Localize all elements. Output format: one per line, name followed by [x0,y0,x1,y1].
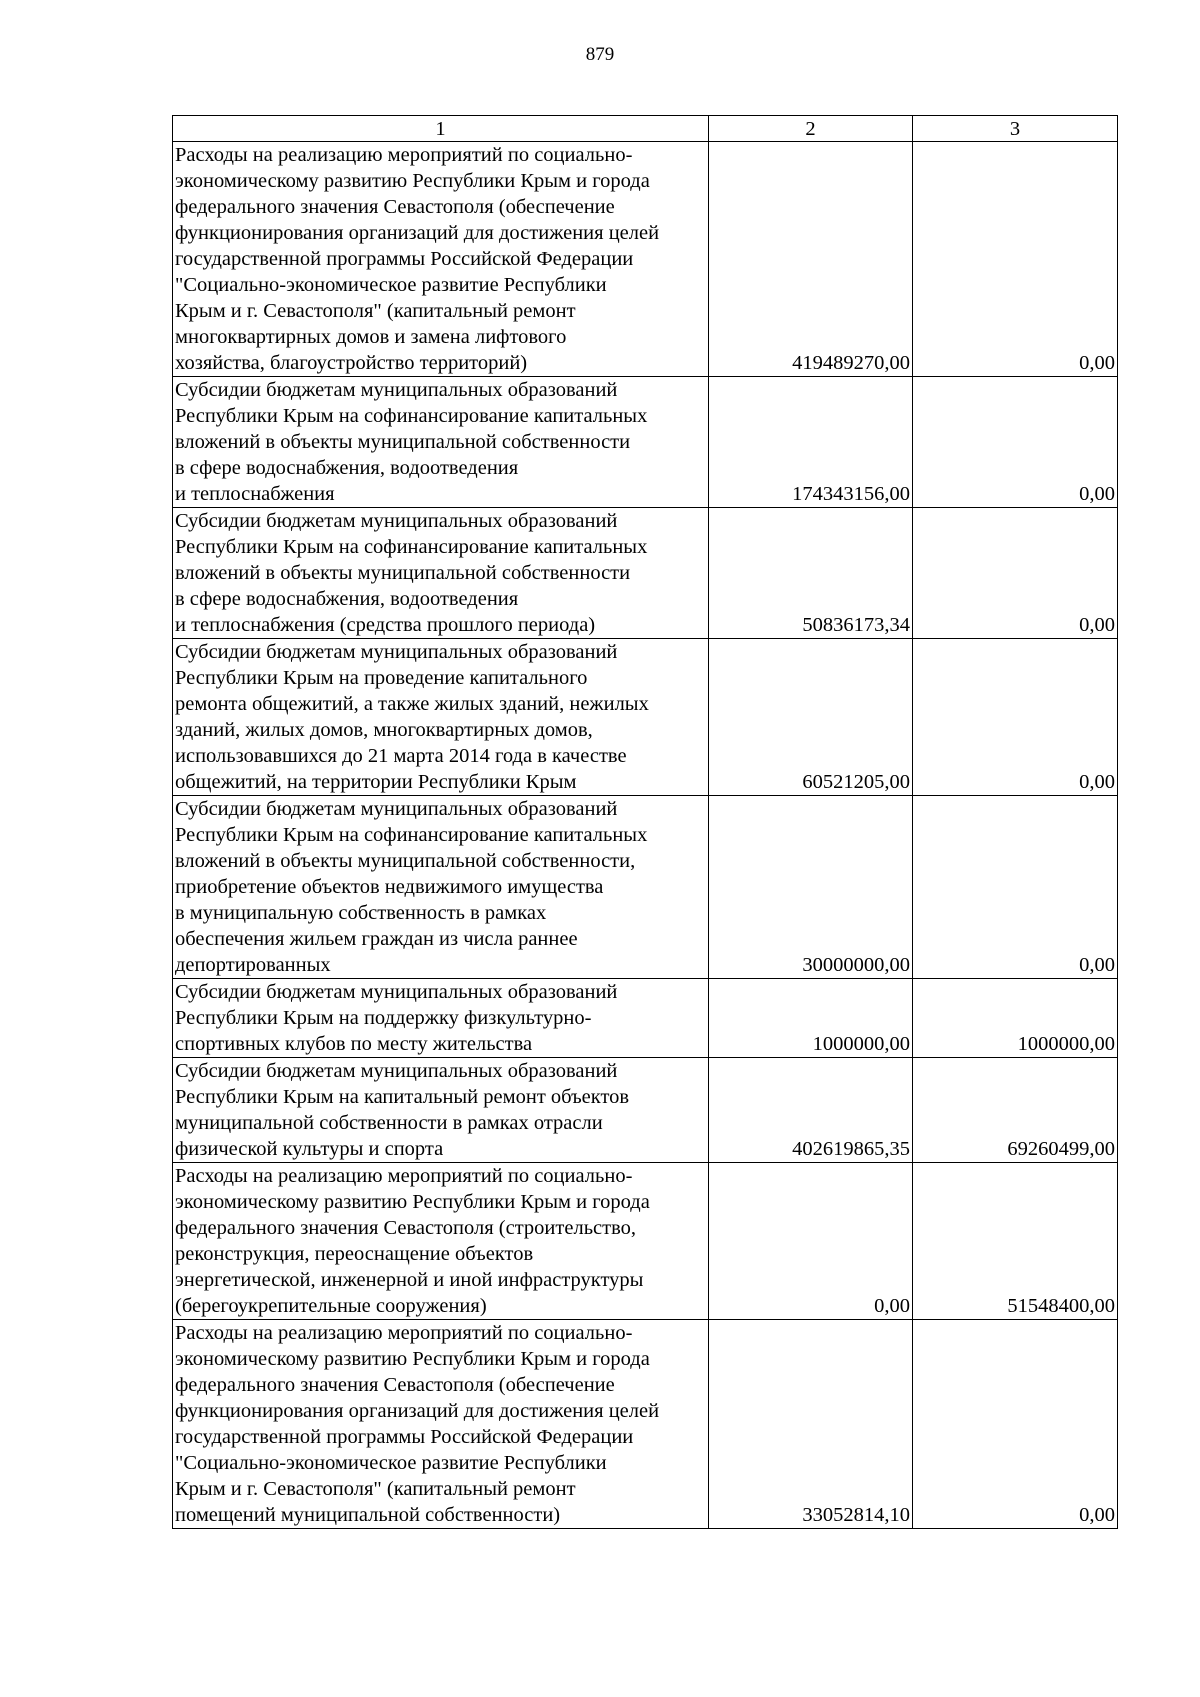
row-value-col2: 60521205,00 [709,639,913,796]
row-description: Субсидии бюджетам муниципальных образований Республики Крым на софинансирование капитальных вложений в объекты муниципальной собственности в сфере водоснабжения, водоотведения и теплоснабжения (средства прошлого периода) [173,508,709,639]
column-header-3: 3 [913,116,1118,142]
row-value-col2: 419489270,00 [709,142,913,377]
row-description: Субсидии бюджетам муниципальных образований Республики Крым на поддержку физкультурно- спортивных клубов по месту жительства [173,979,709,1058]
table-header-row [173,116,1118,142]
row-description: Субсидии бюджетам муниципальных образований Республики Крым на софинансирование капитальных вложений в объекты муниципальной собственности, приобретение объектов недвижимого имущества в муниципальную собственность в рамках обеспечения жильем граждан из числа раннее депортированных [173,796,709,979]
row-value-col3: 0,00 [913,142,1118,377]
row-description: Расходы на реализацию мероприятий по социально- экономическому развитию Республики Крым и города федерального значения Севастополя (обеспечение функционирования организаций для достижения целей государственной программы Российской Федерации "Социально-экономическое развитие Республики Крым и г. Севастополя" (капитальный ремонт многоквартирных домов и замена лифтового хозяйства, благоустройство территорий) [173,142,709,377]
row-value-col2: 174343156,00 [709,377,913,508]
row-value-col3: 0,00 [913,508,1118,639]
row-value-col3: 0,00 [913,639,1118,796]
row-value-col2: 30000000,00 [709,796,913,979]
page-number: 879 [585,44,615,65]
table-row [173,796,1118,979]
row-description: Расходы на реализацию мероприятий по социально- экономическому развитию Республики Крым и города федерального значения Севастополя (строительство, реконструкция, переоснащение объектов энергетической, инженерной и иной инфраструктуры (берегоукрепительные сооружения) [173,1163,709,1320]
row-value-col3: 51548400,00 [913,1163,1118,1320]
row-description: Субсидии бюджетам муниципальных образований Республики Крым на капитальный ремонт объектов муниципальной собственности в рамках отрасли физической культуры и спорта [173,1058,709,1163]
table-row [173,377,1118,508]
row-value-col2: 33052814,10 [709,1320,913,1529]
table-row [173,979,1118,1058]
row-value-col2: 1000000,00 [709,979,913,1058]
row-description: Расходы на реализацию мероприятий по социально- экономическому развитию Республики Крым и города федерального значения Севастополя (обеспечение функционирования организаций для достижения целей государственной программы Российской Федерации "Социально-экономическое развитие Республики Крым и г. Севастополя" (капитальный ремонт помещений муниципальной собственности) [173,1320,709,1529]
column-header-2: 2 [709,116,913,142]
row-description: Субсидии бюджетам муниципальных образований Республики Крым на проведение капитального ремонта общежитий, а также жилых зданий, нежилых зданий, жилых домов, многоквартирных домов, использовавшихся до 21 марта 2014 года в качестве общежитий, на территории Республики Крым [173,639,709,796]
budget-table [172,115,1118,1529]
table-row [173,142,1118,377]
column-header-1: 1 [173,116,709,142]
row-value-col3: 1000000,00 [913,979,1118,1058]
table-row [173,639,1118,796]
row-description: Субсидии бюджетам муниципальных образований Республики Крым на софинансирование капитальных вложений в объекты муниципальной собственности в сфере водоснабжения, водоотведения и теплоснабжения [173,377,709,508]
row-value-col3: 0,00 [913,1320,1118,1529]
table-row [173,1320,1118,1529]
table-row [173,1163,1118,1320]
row-value-col2: 402619865,35 [709,1058,913,1163]
table-row [173,508,1118,639]
table-row [173,1058,1118,1163]
row-value-col2: 50836173,34 [709,508,913,639]
row-value-col3: 0,00 [913,377,1118,508]
row-value-col3: 0,00 [913,796,1118,979]
row-value-col3: 69260499,00 [913,1058,1118,1163]
row-value-col2: 0,00 [709,1163,913,1320]
